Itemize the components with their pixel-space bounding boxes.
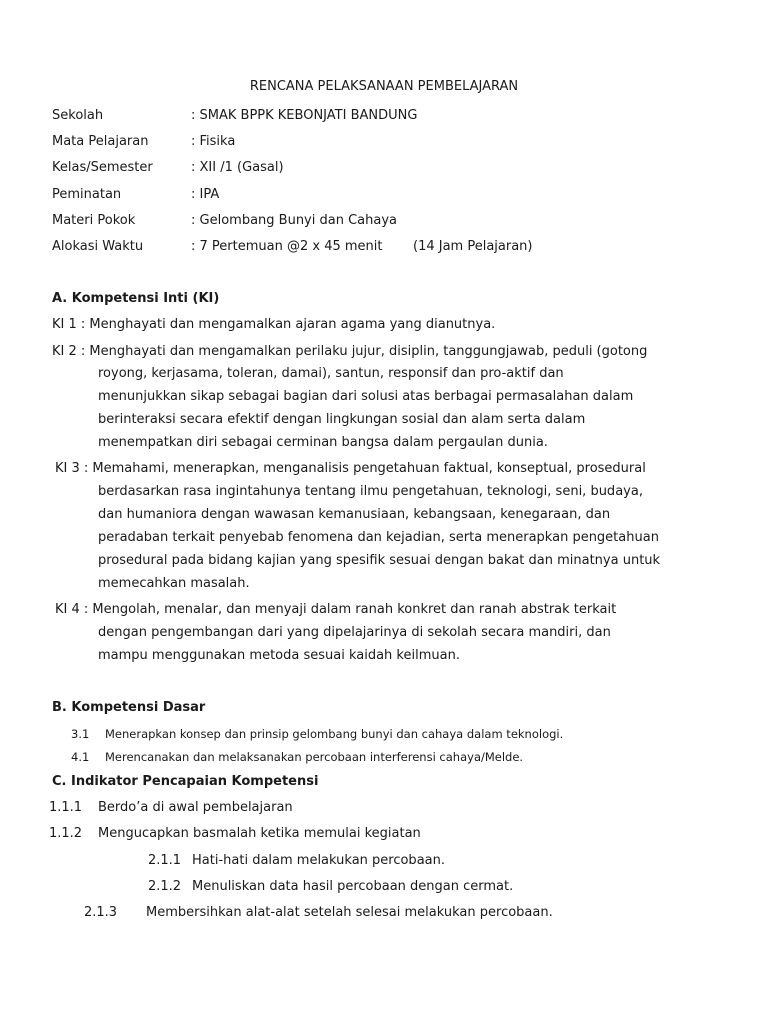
identity-label-materi: Materi Pokok [52, 213, 136, 228]
ki3-line: berdasarkan rasa ingintahunya tentang ilmu pengetahuan, teknologi, seni, budaya, [98, 484, 643, 499]
ki2-line: menunjukkan sikap sebagai bagian dari solusi atas berbagai permasalahan dalam [98, 389, 634, 404]
indicator-text: Menuliskan data hasil percobaan dengan cermat. [192, 879, 514, 894]
indicator-text: Hati-hati dalam melakukan percobaan. [192, 853, 445, 868]
ki2-line: royong, kerjasama, toleran, damai), santun, responsif dan pro-aktif dan [98, 366, 564, 381]
indicator-number: 2.1.3 [84, 905, 118, 920]
ki3-line: prosedural pada bidang kajian yang spesifik sesuai dengan bakat dan minatnya untuk [98, 553, 661, 568]
identity-label-peminatan: Peminatan [52, 187, 122, 202]
identity-value-kelas: : XII /1 (Gasal) [191, 160, 284, 175]
ki2-line: menempatkan diri sebagai cerminan bangsa dalam pergaulan dunia. [98, 435, 548, 450]
indicator-text: Mengucapkan basmalah ketika memulai kegiatan [98, 826, 421, 841]
ki2-line: berinteraksi secara efektif dengan lingkungan sosial dan alam serta dalam [98, 412, 586, 427]
identity-extra-alokasi: (14 Jam Pelajaran) [413, 239, 533, 254]
identity-value-mapel: : Fisika [191, 134, 236, 149]
ki4-line: KI 4 : Mengolah, menalar, dan menyaji dalam ranah konkret dan ranah abstrak terkait [55, 602, 617, 617]
identity-value-materi: : Gelombang Bunyi dan Cahaya [191, 213, 397, 228]
indicator-text: Berdo’a di awal pembelajaran [98, 800, 293, 815]
indicator-number: 1.1.1 [49, 800, 83, 815]
identity-value-peminatan: : IPA [191, 187, 220, 202]
ki1-text: KI 1 : Menghayati dan mengamalkan ajaran agama yang dianutnya. [52, 317, 496, 332]
ki3-line: dan humaniora dengan wawasan kemanusiaan, kebangsaan, kenegaraan, dan [98, 507, 611, 522]
indicator-number: 2.1.2 [148, 879, 182, 894]
document-title: RENCANA PELAKSANAAN PEMBELAJARAN [249, 79, 519, 94]
kd-number: 4.1 [71, 750, 90, 764]
indicator-number: 1.1.2 [49, 826, 83, 841]
identity-label-sekolah: Sekolah [52, 108, 104, 123]
kd-text: Merencanakan dan melaksanakan percobaan interferensi cahaya/Melde. [105, 750, 524, 764]
identity-label-kelas: Kelas/Semester [52, 160, 153, 175]
identity-value-sekolah: : SMAK BPPK KEBONJATI BANDUNG [191, 108, 418, 123]
section-b-heading: B. Kompetensi Dasar [52, 700, 206, 715]
section-a-heading: A. Kompetensi Inti (KI) [52, 291, 220, 306]
indicator-text: Membersihkan alat-alat setelah selesai melakukan percobaan. [146, 905, 553, 920]
section-c-heading: C. Indikator Pencapaian Kompetensi [52, 774, 319, 789]
ki3-line: peradaban terkait penyebab fenomena dan kejadian, serta menerapkan pengetahuan [98, 530, 659, 545]
ki3-line: memecahkan masalah. [98, 576, 250, 591]
indicator-number: 2.1.1 [148, 853, 182, 868]
ki3-line: KI 3 : Memahami, menerapkan, menganalisis pengetahuan faktual, konseptual, prosedural [55, 461, 646, 476]
identity-value-alokasi: : 7 Pertemuan @2 x 45 menit [191, 239, 383, 254]
ki4-line: mampu menggunakan metoda sesuai kaidah keilmuan. [98, 648, 460, 663]
identity-label-alokasi: Alokasi Waktu [52, 239, 144, 254]
kd-text: Menerapkan konsep dan prinsip gelombang bunyi dan cahaya dalam teknologi. [105, 727, 564, 741]
identity-label-mapel: Mata Pelajaran [52, 134, 149, 149]
kd-number: 3.1 [71, 727, 90, 741]
ki2-line: KI 2 : Menghayati dan mengamalkan perilaku jujur, disiplin, tanggungjawab, peduli (gotong [52, 344, 648, 359]
ki4-line: dengan pengembangan dari yang dipelajarinya di sekolah secara mandiri, dan [98, 625, 611, 640]
